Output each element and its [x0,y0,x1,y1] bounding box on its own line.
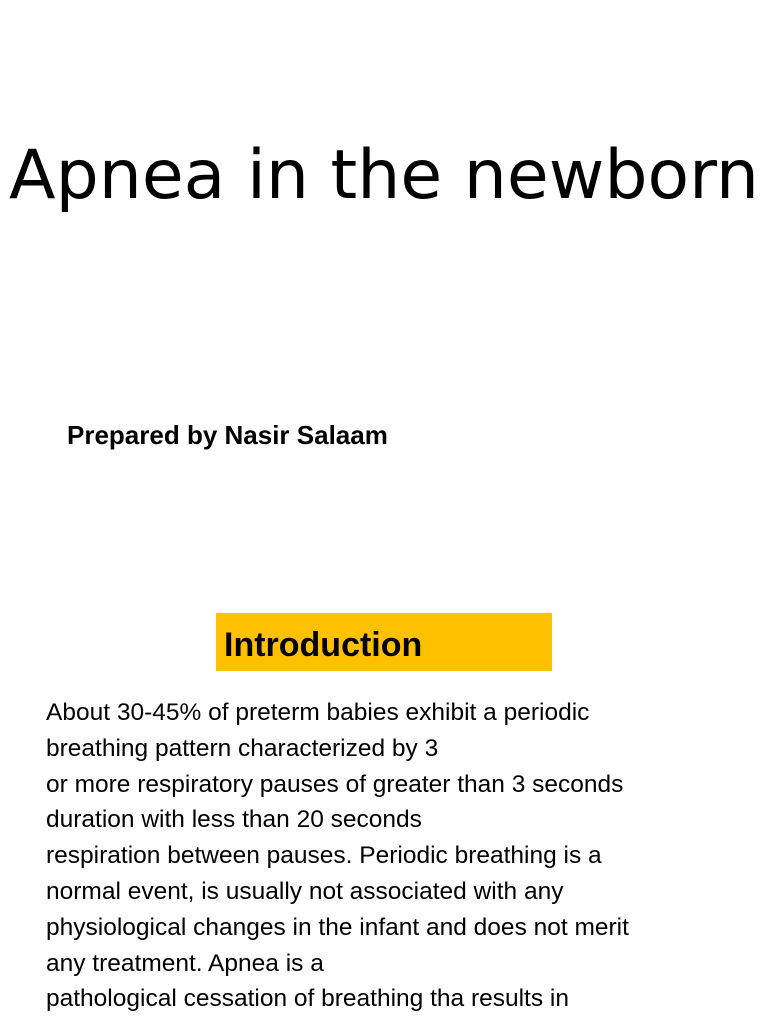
paragraph-line: physiological changes in the infant and does not merit [46,913,629,941]
paragraph-line: or more respiratory pauses of greater than 3 seconds [46,770,624,798]
paragraph-line: respiration between pauses. Periodic breathing is a [46,842,602,870]
paragraph-line: pathological cessation of breathing tha results in [46,985,569,1013]
paragraph-line: any treatment. Apnea is a [46,949,324,977]
author-line: Prepared by Nasir Salaam [67,420,388,450]
section-heading-introduction: Introduction [216,613,552,671]
introduction-paragraph [46,695,746,1017]
paragraph-line: breathing pattern characterized by 3 [46,734,439,762]
paragraph-line: About 30-45% of preterm babies exhibit a periodic [46,699,590,726]
paragraph-line: normal event, is usually not associated with any [46,877,564,905]
slide-title: Apnea in the newborn [9,136,759,215]
paragraph-line: duration with less than 20 seconds [46,806,422,834]
